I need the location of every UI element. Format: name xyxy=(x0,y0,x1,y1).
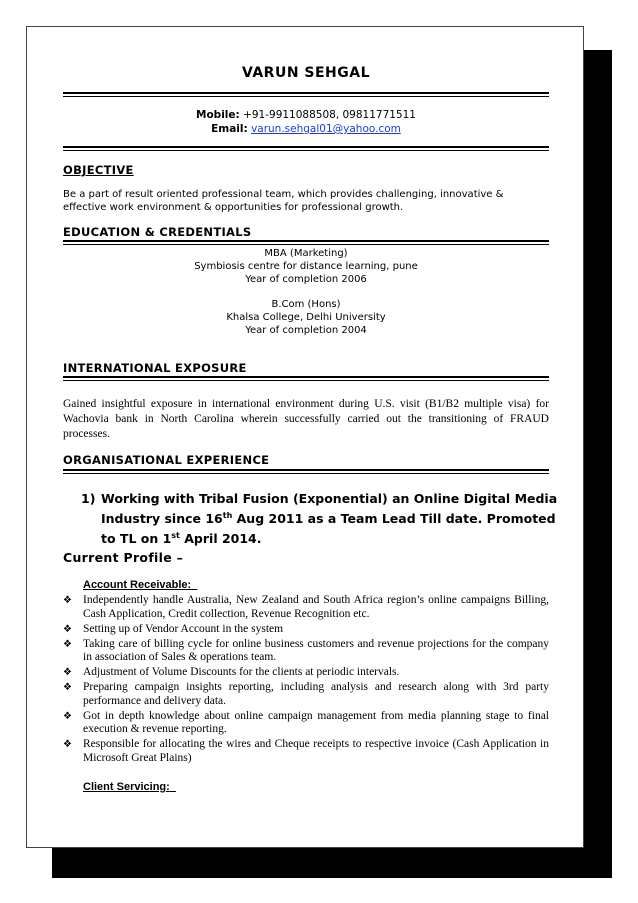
institute: Khalsa College, Delhi University xyxy=(226,312,386,323)
completion-year: Year of completion 2004 xyxy=(245,325,367,336)
list-item: ❖ Preparing campaign insights reporting, including analysis and research along with 3rd party performance and delivery data. xyxy=(63,681,549,707)
diamond-bullet-icon: ❖ xyxy=(63,682,72,693)
diamond-bullet-icon: ❖ xyxy=(63,667,72,678)
diamond-bullet-icon: ❖ xyxy=(63,739,72,750)
email-link[interactable]: varun.sehgal01@yahoo.com xyxy=(251,123,401,135)
objective-text: Be a part of result oriented professional team, which provides challenging, innovative & effective work environment & opportunities for professional growth. xyxy=(63,189,504,213)
institute: Symbiosis centre for distance learning, pune xyxy=(194,261,418,272)
international-heading: INTERNATIONAL EXPOSURE xyxy=(63,361,247,375)
mobile-label: Mobile: xyxy=(196,109,240,121)
contact-email xyxy=(27,123,585,135)
divider xyxy=(63,240,549,245)
diamond-bullet-icon: ❖ xyxy=(63,595,72,606)
list-item: ❖ Got in depth knowledge about online campaign management from media planning stage to final execution & revenue reporting. xyxy=(63,709,549,735)
list-item: ❖ Adjustment of Volume Discounts for the clients at periodic intervals. xyxy=(63,666,400,678)
job-number: 1) xyxy=(81,491,96,506)
international-text: Gained insightful exposure in international environment during U.S. visit (B1/B2 multiple visa) for Wachovia bank in North Carolina wherein successfully carried out the transitioning of FRAUD processes. xyxy=(63,398,549,440)
client-servicing-heading: Client Servicing: xyxy=(83,781,170,793)
account-receivable-heading: Account Receivable: xyxy=(83,579,192,591)
list-item: ❖ Setting up of Vendor Account in the system xyxy=(63,622,284,635)
list-item: ❖ Taking care of billing cycle for online business customers and revenue projections for the company in association of Sales & operations team. xyxy=(63,637,549,663)
list-item: ❖ Responsible for allocating the wires and Cheque receipts to respective invoice (Cash Application in Microsoft Great Plains) xyxy=(63,738,549,764)
diamond-bullet-icon: ❖ xyxy=(63,623,72,635)
education-entry xyxy=(27,298,585,337)
experience-heading: ORGANISATIONAL EXPERIENCE xyxy=(63,453,270,467)
diamond-bullet-icon: ❖ xyxy=(63,710,72,722)
divider xyxy=(63,92,549,97)
diamond-bullet-icon: ❖ xyxy=(63,638,72,650)
list-item: ❖ Independently handle Australia, New Zealand and South Africa region’s online campaigns Billing, Cash Application, Credit collection, Revenue Recognition etc. xyxy=(63,594,549,620)
contact-mobile xyxy=(27,109,585,121)
job-title: 1) Working with Tribal Fusion (Exponential) an Online Digital Media Industry since 16th Aug 2011 as a Team Lead Till date. Promoted to TL on 1st April 2014. xyxy=(81,491,558,547)
completion-year: Year of completion 2006 xyxy=(245,274,367,285)
divider xyxy=(63,469,549,474)
objective-heading: OBJECTIVE xyxy=(63,163,134,177)
email-label: Email: xyxy=(211,123,248,135)
education-heading: EDUCATION & CREDENTIALS xyxy=(63,225,252,239)
candidate-name: VARUN SEHGAL xyxy=(241,65,371,81)
account-receivable-list xyxy=(63,594,549,767)
divider xyxy=(63,146,549,151)
degree: B.Com (Hons) xyxy=(271,299,341,310)
divider xyxy=(63,376,549,381)
current-profile-heading: Current Profile – xyxy=(63,550,184,565)
resume-page xyxy=(26,26,584,848)
education-entry xyxy=(27,247,585,286)
mobile-value: +91-9911088508, 09811771511 xyxy=(243,109,416,121)
degree: MBA (Marketing) xyxy=(264,248,348,259)
